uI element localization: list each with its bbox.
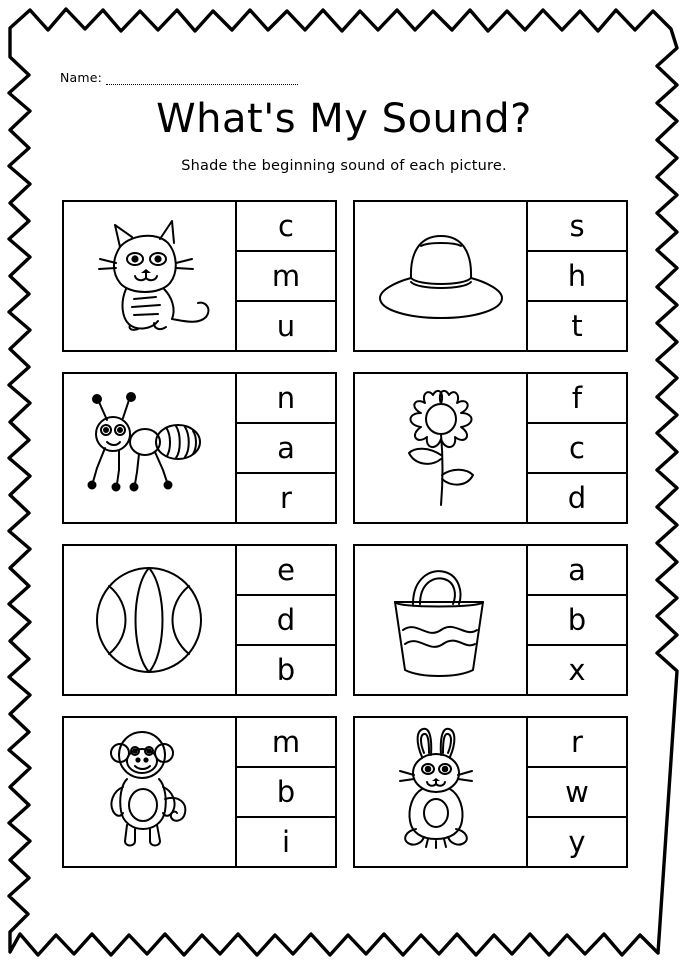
letter-option[interactable]: s — [528, 202, 626, 252]
cat-icon — [80, 211, 220, 341]
exercise-item — [353, 544, 628, 696]
letter-choices — [528, 716, 628, 868]
letter-option[interactable]: m — [237, 252, 335, 302]
worksheet-content — [46, 50, 642, 930]
letter-option[interactable]: c — [528, 424, 626, 474]
name-field-row — [60, 70, 298, 85]
letter-choices — [528, 200, 628, 352]
letter-option[interactable]: h — [528, 252, 626, 302]
letter-option[interactable]: a — [528, 546, 626, 596]
exercise-item — [353, 200, 628, 352]
letter-option[interactable]: b — [528, 596, 626, 646]
letter-option[interactable]: x — [568, 652, 586, 687]
ball-icon — [87, 558, 212, 683]
bag-icon — [373, 558, 508, 683]
letter-option[interactable]: t — [571, 308, 583, 343]
letter-option[interactable]: b — [276, 652, 296, 687]
letter-option[interactable]: d — [237, 596, 335, 646]
letter-option[interactable]: n — [237, 374, 335, 424]
letter-option[interactable]: u — [276, 308, 296, 343]
letter-option[interactable]: b — [237, 768, 335, 818]
picture-box-flower — [353, 372, 528, 524]
exercise-item — [353, 716, 628, 868]
exercise-item — [62, 200, 337, 352]
picture-box-ant — [62, 372, 237, 524]
letter-option[interactable]: r — [280, 480, 292, 515]
letter-option[interactable]: r — [528, 718, 626, 768]
exercise-item — [62, 544, 337, 696]
letter-choices — [237, 716, 337, 868]
picture-box-cat — [62, 200, 237, 352]
picture-box-rabbit — [353, 716, 528, 868]
letter-option[interactable]: c — [237, 202, 335, 252]
letter-option[interactable]: f — [528, 374, 626, 424]
name-label: Name: — [60, 70, 103, 85]
letter-option[interactable]: w — [528, 768, 626, 818]
exercise-item — [62, 716, 337, 868]
flower-icon — [381, 381, 501, 516]
hat-icon — [366, 216, 516, 336]
letter-choices — [528, 372, 628, 524]
monkey-icon — [87, 725, 212, 860]
instructions-text: Shade the beginning sound of each picture. — [181, 158, 507, 174]
ant-icon — [75, 386, 225, 511]
letter-choices — [528, 544, 628, 696]
letter-choices — [237, 544, 337, 696]
picture-box-ball — [62, 544, 237, 696]
exercise-item — [62, 372, 337, 524]
rabbit-icon — [378, 725, 503, 860]
exercise-item — [353, 372, 628, 524]
letter-option[interactable]: d — [567, 480, 587, 515]
picture-box-hat — [353, 200, 528, 352]
page-title: What's My Sound? — [156, 96, 532, 142]
picture-box-bag — [353, 544, 528, 696]
letter-choices — [237, 372, 337, 524]
exercise-grid — [62, 200, 628, 868]
letter-option[interactable]: y — [568, 824, 586, 859]
letter-option[interactable]: e — [237, 546, 335, 596]
name-input-line[interactable] — [106, 72, 298, 85]
letter-option[interactable]: m — [237, 718, 335, 768]
letter-option[interactable]: a — [237, 424, 335, 474]
letter-option[interactable]: i — [281, 824, 291, 859]
letter-choices — [237, 200, 337, 352]
picture-box-monkey — [62, 716, 237, 868]
